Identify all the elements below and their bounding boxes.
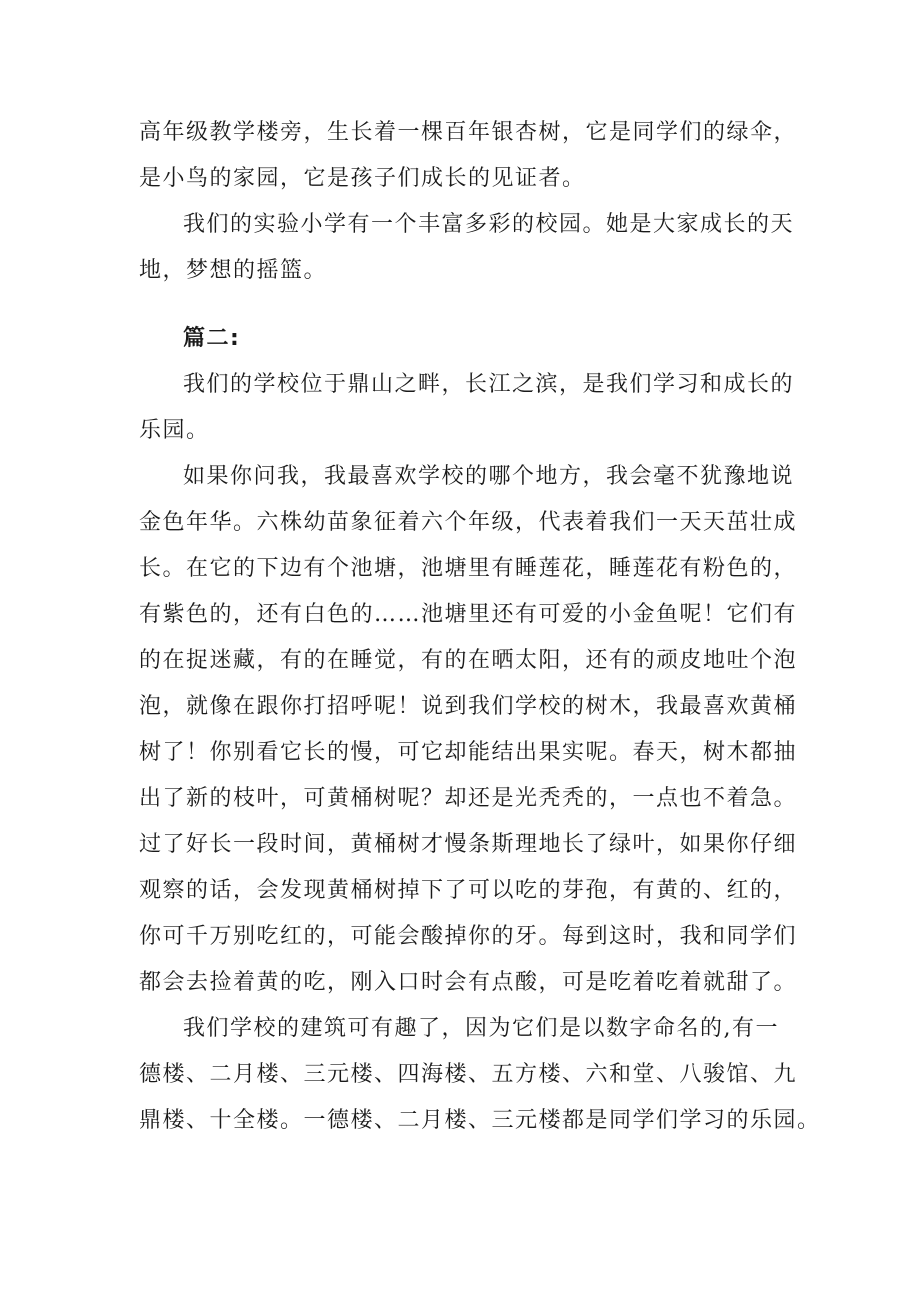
section-paragraph-2	[139, 454, 798, 1006]
intro-paragraph	[139, 110, 798, 202]
text-line: 观察的话，会发现黄桶树掉下了可以吃的芽孢，有黄的、红的，	[139, 878, 798, 903]
text-line: 树了！你别看它长的慢，可它却能结出果实呢。春天，树木都抽	[139, 740, 798, 765]
text-line: 过了好长一段时间，黄桶树才慢条斯理地长了绿叶，如果你仔细	[139, 832, 798, 857]
document-body	[139, 110, 821, 1144]
text-line: 地，梦想的摇篮。	[139, 258, 328, 283]
text-line: 出了新的枝叶，可黄桶树呢？却还是光秃秃的，一点也不着急。	[139, 786, 798, 811]
text-line: 我们的学校位于鼎山之畔，长江之滨，是我们学习和成长的	[183, 372, 795, 397]
section-paragraph-1	[139, 362, 795, 454]
text-line: 鼎楼、十全楼。一德楼、二月楼、三元楼都是同学们学习的乐园。	[139, 1108, 821, 1133]
text-line: 乐园。	[139, 418, 210, 443]
text-line: 你可千万别吃红的，可能会酸掉你的牙。每到这时，我和同学们	[139, 924, 798, 949]
text-line: 德楼、二月楼、三元楼、四海楼、五方楼、六和堂、八骏馆、九	[139, 1062, 798, 1087]
text-line: 我们学校的建筑可有趣了，因为它们是以数字命名的,有一	[183, 1016, 779, 1041]
text-line: 我们的实验小学有一个丰富多彩的校园。她是大家成长的天	[183, 212, 795, 237]
section-heading: 篇二:	[183, 326, 241, 351]
text-line: 长。在它的下边有个池塘，池塘里有睡莲花，睡莲花有粉色的，	[139, 556, 798, 581]
text-line: 金色年华。六株幼苗象征着六个年级，代表着我们一天天茁壮成	[139, 510, 798, 535]
text-line: 高年级教学楼旁，生长着一棵百年银杏树，它是同学们的绿伞，	[139, 120, 798, 145]
text-line: 都会去捡着黄的吃，刚入口时会有点酸，可是吃着吃着就甜了。	[139, 970, 798, 995]
text-line: 的在捉迷藏，有的在睡觉，有的在晒太阳，还有的顽皮地吐个泡	[139, 648, 798, 673]
text-line: 如果你问我，我最喜欢学校的哪个地方，我会毫不犹豫地说	[183, 464, 795, 489]
text-line: 是小鸟的家园，它是孩子们成长的见证者。	[139, 166, 586, 191]
closing-paragraph	[139, 202, 795, 294]
text-line: 泡，就像在跟你打招呼呢！说到我们学校的树木，我最喜欢黄桶	[139, 694, 798, 719]
text-line: 有紫色的，还有白色的……池塘里还有可爱的小金鱼呢！它们有	[139, 602, 798, 627]
section-paragraph-3	[139, 1006, 821, 1144]
